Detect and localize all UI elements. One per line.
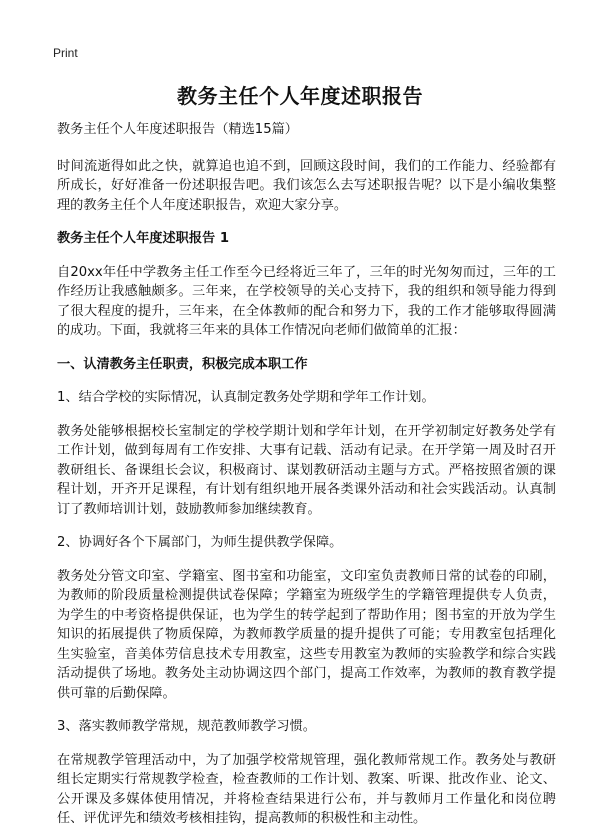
document-body bbox=[57, 120, 556, 828]
page-title: 教务主任个人年度述职报告 bbox=[177, 84, 423, 108]
document-subtitle: 教务主任个人年度述职报告（精选15篇） bbox=[57, 122, 298, 137]
item-3-body: 在常规教学管理活动中，为了加强学校常规管理，强化教师常规工作。教务处与教研组长定期实行常规教学检查，检查教师的工作计划、教案、听课、批改作业、论文、公开课及多媒体使用情况，并将检查结果进行公布，并与教师月工作量化和岗位聘任、评优评先和绩效考核相挂钩，提高教师的积极性和主动性。 bbox=[57, 752, 556, 826]
numbered-item-2: 2、协调好各个下属部门，为师生提供教学保障。 bbox=[57, 535, 343, 550]
numbered-item-3: 3、落实教师教学常规，规范教师教学习惯。 bbox=[57, 719, 316, 734]
report-paragraph: 自20xx年任中学教务主任工作至今已经将近三年了，三年的时光匆匆而过，三年的工作经历让我感触颇多。三年来，在学校领导的关心支持下，我的组织和领导能力得到了很大程度的提升，三年来，在全体教师的配合和努力下，我的工作才能够取得圆满的成功。下面，我就将三年来的具体工作情况向老师们做简单的汇报： bbox=[57, 264, 556, 338]
numbered-item-1: 1、结合学校的实际情况，认真制定教务处学期和学年工作计划。 bbox=[57, 390, 435, 405]
item-1-body: 教务处能够根据校长室制定的学校学期计划和学年计划，在开学初制定好教务处学有工作计划，做到每周有工作安排、大事有记载、活动有记录。在开学第一周及时召开教研组长、备课组长会议，积极商讨、谋划教研活动主题与方式。严格按照省颁的课程计划，开齐开足课程，有计划有组织地开展各类课外活动和社会实践活动。认真制订了教师培训计划，鼓励教师参加继续教育。 bbox=[57, 423, 556, 517]
intro-paragraph: 时间流逝得如此之快，就算追也追不到，回顾这段时间，我们的工作能力、经验都有所成长，好好准备一份述职报告吧。我们该怎么去写述职报告呢？以下是小编收集整理的教务主任个人年度述职报告，欢迎大家分享。 bbox=[57, 158, 556, 213]
report-heading: 教务主任个人年度述职报告 1 bbox=[57, 231, 230, 246]
section-heading: 一、认清教务主任职责，积极完成本职工作 bbox=[57, 356, 308, 372]
print-link[interactable]: Print bbox=[53, 46, 78, 60]
item-2-body: 教务处分管文印室、学籍室、图书室和功能室，文印室负责教师日常的试卷的印刷，为教师的阶段质量检测提供试卷保障；学籍室为班级学生的学籍管理提供专人负责，为学生的中考资格提供保证，也为学生的转学起到了帮助作用；图书室的开放为学生知识的拓展提供了物质保障，为教师教学质量的提升提供了可能；专用教室包括理化生实验室，音美体劳信息技术专用教室，这些专用教室为教师的实验教学和综合实践活动提供了场地。教务处主动协调这四个部门，提高工作效率，为教师的教育教学提供可靠的后勤保障。 bbox=[57, 568, 556, 701]
